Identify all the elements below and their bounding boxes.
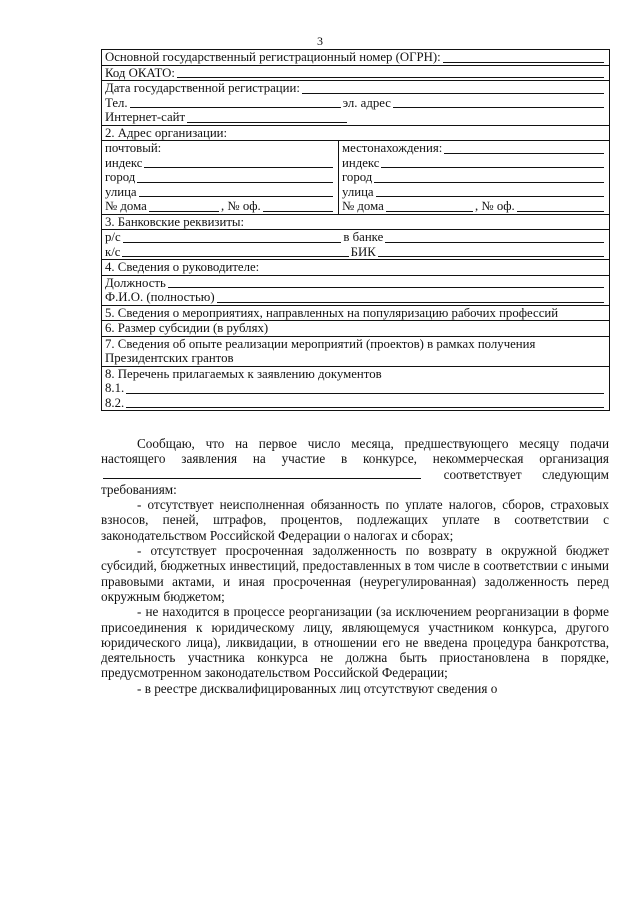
location-street-label: улица xyxy=(342,184,374,199)
postal-label: почтовый: xyxy=(105,141,162,155)
bik-label: БИК xyxy=(350,244,376,259)
section2-title: 2. Адрес организации: xyxy=(105,125,228,140)
bank-label: в банке xyxy=(343,230,384,244)
location-street-field[interactable] xyxy=(376,185,604,197)
section8-title: 8. Перечень прилагаемых к заявлению документов xyxy=(105,366,382,381)
organization-name-field[interactable] xyxy=(103,467,421,479)
item81-label: 8.1. xyxy=(105,381,125,395)
okato-field[interactable] xyxy=(177,66,604,78)
postal-house-field[interactable] xyxy=(149,200,219,212)
requirements-text xyxy=(101,436,609,696)
section8-row xyxy=(102,366,610,411)
location-office-label: , № оф. xyxy=(475,199,515,213)
section5-row[interactable] xyxy=(102,305,610,321)
website-label: Интернет-сайт xyxy=(105,110,186,124)
ks-label: к/с xyxy=(105,244,121,259)
email-label: эл. адрес xyxy=(342,95,391,110)
location-house-label: № дома xyxy=(342,199,384,213)
fio-label: Ф.И.О. (полностью) xyxy=(105,290,215,304)
location-city-label: город xyxy=(342,170,373,184)
director-details xyxy=(102,275,610,305)
postal-house-label: № дома xyxy=(105,199,147,213)
section2-header xyxy=(102,125,610,141)
location-label: местонахождения: xyxy=(342,141,443,155)
reg-date-label: Дата государственной регистрации: xyxy=(105,81,300,95)
rs-label: р/с xyxy=(105,230,121,244)
okato-label: Код ОКАТО: xyxy=(105,65,175,80)
fio-field[interactable] xyxy=(217,291,604,303)
postal-city-field[interactable] xyxy=(137,171,333,183)
intro-paragraph xyxy=(101,436,609,497)
postal-city-label: город xyxy=(105,170,136,184)
section7-title: 7. Сведения об опыте реализации мероприятий (проектов) в рамках получения Президентских грантов xyxy=(105,336,536,365)
reg-date-field[interactable] xyxy=(302,82,604,94)
item81-field[interactable] xyxy=(126,382,604,394)
item82-field[interactable] xyxy=(126,396,604,408)
location-city-field[interactable] xyxy=(374,171,604,183)
okato-row xyxy=(102,65,610,81)
ogrn-label: Основной государственный регистрационный номер (ОГРН): xyxy=(105,50,441,64)
requirement-3: - не находится в процессе реорганизации (за исключением реорганизации в форме присоединения к юридическому лицу, являющемуся участником конкурса, другого юридического лица), ликвидации, в отношении его не введена процедура банкротства, деятельность участника конкурса не должна быть приостановлена в порядке, предусмотренном законодательством Российской Федерации; xyxy=(101,604,609,681)
postal-address xyxy=(102,141,339,215)
section6-row[interactable] xyxy=(102,321,610,337)
section6-title: 6. Размер субсидии (в рублях) xyxy=(105,321,269,335)
postal-street-label: улица xyxy=(105,184,137,199)
rs-field[interactable] xyxy=(123,231,342,243)
website-field[interactable] xyxy=(187,111,347,123)
tel-label: Тел. xyxy=(105,95,128,110)
position-label: Должность xyxy=(105,275,166,290)
postal-street-field[interactable] xyxy=(139,185,333,197)
postal-index-field[interactable] xyxy=(144,156,333,168)
section3-title: 3. Банковские реквизиты: xyxy=(105,214,245,229)
email-field[interactable] xyxy=(393,96,604,108)
section4-header xyxy=(102,260,610,276)
page-number: 3 xyxy=(317,34,323,48)
location-index-field[interactable] xyxy=(381,156,604,168)
tel-field[interactable] xyxy=(130,96,341,108)
ogrn-row xyxy=(102,50,610,66)
bank-details xyxy=(102,230,610,260)
contacts-row xyxy=(102,81,610,126)
requirement-1: - отсутствует неисполненная обязанность по уплате налогов, сборов, страховых взносов, пеней, штрафов, процентов, подлежащих уплате в соответствии с законодательством Российской Федерации о налогах и сборах; xyxy=(101,497,609,543)
location-index-label: индекс xyxy=(342,155,380,170)
location-office-field[interactable] xyxy=(517,200,604,212)
requirement-2: - отсутствует просроченная задолженность по возврату в окружной бюджет субсидий, бюджетных инвестиций, предоставленных в том числе в соответствии с иными правовыми актами, и иная просроченная (неурегулированная) задолженность перед окружным бюджетом; xyxy=(101,543,609,604)
section7-row[interactable] xyxy=(102,336,610,366)
postal-index-label: индекс xyxy=(105,155,143,170)
postal-office-field[interactable] xyxy=(263,200,333,212)
application-form-table xyxy=(101,49,610,411)
section5-title: 5. Сведения о мероприятиях, направленных на популяризацию рабочих профессий xyxy=(105,305,559,320)
ks-field[interactable] xyxy=(122,245,348,257)
position-field[interactable] xyxy=(168,276,604,288)
postal-office-label: , № оф. xyxy=(221,199,261,213)
location-address xyxy=(339,141,610,215)
requirement-4: - в реестре дисквалифицированных лиц отсутствуют сведения о xyxy=(137,680,498,696)
location-house-field[interactable] xyxy=(386,200,473,212)
bank-field[interactable] xyxy=(385,231,604,243)
ogrn-field[interactable] xyxy=(443,51,604,63)
intro-text-b: соответствует следующим требованиям: xyxy=(101,466,609,497)
section3-header xyxy=(102,214,610,230)
location-field[interactable] xyxy=(444,142,604,154)
intro-text-a: Сообщаю, что на первое число месяца, предшествующего месяцу подачи настоящего заявления на участие в конкурсе, некоммерческая организация xyxy=(101,436,609,467)
item82-label: 8.2. xyxy=(105,395,125,410)
section4-title: 4. Сведения о руководителе: xyxy=(105,260,260,274)
bik-field[interactable] xyxy=(378,245,604,257)
